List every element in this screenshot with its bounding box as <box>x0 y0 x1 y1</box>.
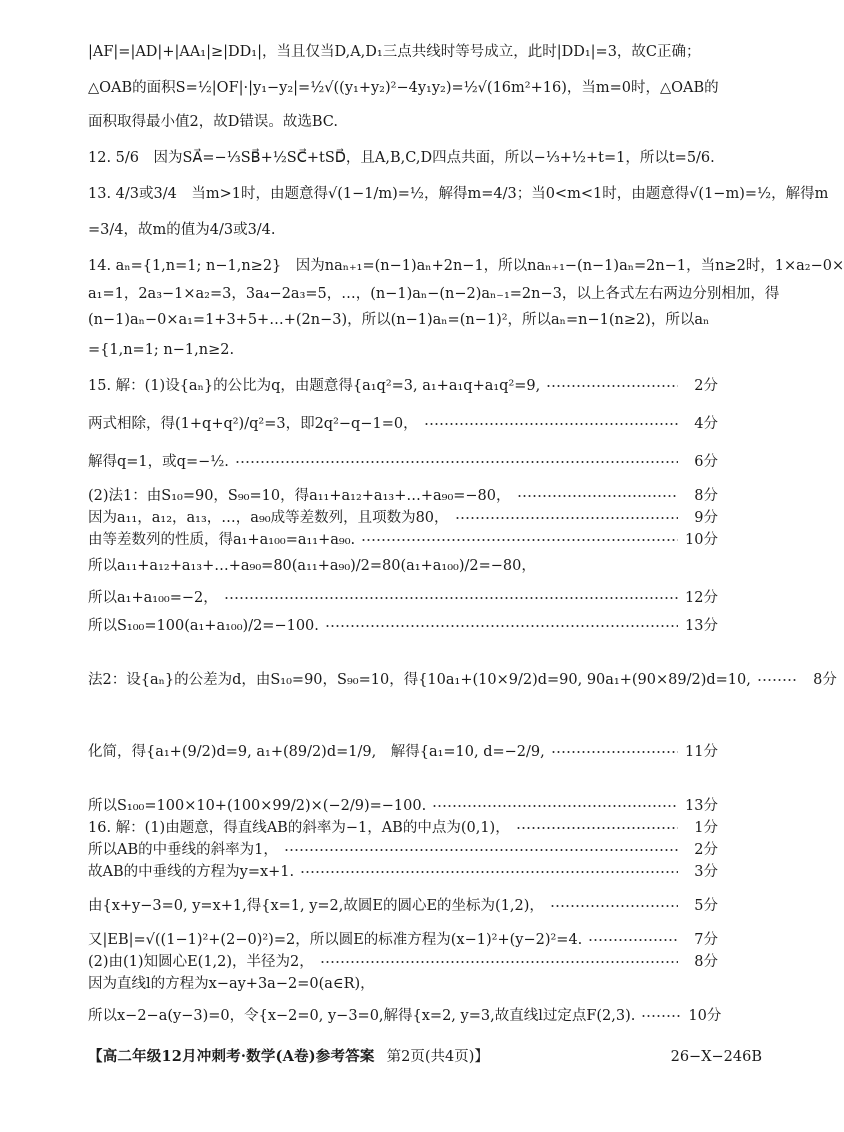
answer-line-text: 法2：设{aₙ}的公差为d，由S₁₀=90，S₉₀=10，得{10a₁+(10×9/2)d=90, 90a₁+(90×89/2)d=10, <box>88 672 751 688</box>
leader-dots <box>424 412 678 436</box>
answer-line <box>88 794 718 818</box>
answer-line <box>88 218 718 242</box>
answer-line-text: 16. 解：(1)由题意，得直线AB的斜率为−1，AB的中点为(0,1)， <box>88 820 510 836</box>
answer-line <box>88 928 718 952</box>
leader-dots <box>325 614 678 638</box>
score-points: 8分 <box>694 488 718 504</box>
leader-dots <box>641 1004 681 1028</box>
leader-dots <box>284 838 678 862</box>
score-points: 13分 <box>685 618 718 634</box>
score-points: 2分 <box>694 842 718 858</box>
footer-code: 26−X−246B <box>670 1049 762 1065</box>
answer-line-text: 面积取得最小值2，故D错误。故选BC. <box>88 114 338 130</box>
score-points: 6分 <box>694 454 718 470</box>
leader-dots <box>517 484 678 508</box>
answer-line-text: 解得q=1，或q=−½. <box>88 454 229 470</box>
answer-line-text: =3/4，故m的值为4/3或3/4. <box>88 222 276 238</box>
answer-line-text: (2)法1：由S₁₀=90，S₉₀=10，得a₁₁+a₁₂+a₁₃+…+a₉₀=−80， <box>88 488 511 504</box>
answer-line <box>88 614 718 638</box>
score-points: 3分 <box>694 864 718 880</box>
score-points: 10分 <box>685 532 718 548</box>
answer-line-text: 所以a₁+a₁₀₀=−2， <box>88 590 218 606</box>
score-points: 12分 <box>685 590 718 606</box>
score-points: 2分 <box>694 378 718 394</box>
answer-line <box>88 1004 722 1028</box>
answer-line-text: (2)由(1)知圆心E(1,2)，半径为2， <box>88 954 314 970</box>
score-points: 8分 <box>813 672 837 688</box>
answer-line <box>88 282 780 306</box>
answer-line <box>88 182 829 206</box>
answer-line-text: 故AB的中垂线的方程为y=x+1. <box>88 864 295 880</box>
answer-line <box>88 668 837 692</box>
answer-line <box>88 838 718 862</box>
score-points: 7分 <box>694 932 718 948</box>
page-footer <box>88 1044 762 1070</box>
answer-line <box>88 308 718 332</box>
answer-line-text: 由等差数列的性质，得a₁+a₁₀₀=a₁₁+a₉₀. <box>88 532 356 548</box>
answer-line <box>88 528 718 552</box>
score-points: 4分 <box>694 416 718 432</box>
leader-dots <box>551 740 678 764</box>
leader-dots <box>546 374 678 398</box>
answer-line <box>88 740 718 764</box>
leader-dots <box>320 950 678 974</box>
answer-line-text: 所以a₁₁+a₁₂+a₁₃+…+a₉₀=80(a₁₁+a₉₀)/2=80(a₁+a₁₀₀)/2=−80， <box>88 558 536 574</box>
score-points: 5分 <box>694 898 718 914</box>
answer-line-text: △OAB的面积S=½|OF|·|y₁−y₂|=½√((y₁+y₂)²−4y₁y₂)=½√(16m²+16)，当m=0时，△OAB的 <box>88 80 719 96</box>
answer-line <box>88 412 718 436</box>
leader-dots <box>455 506 678 530</box>
answer-line-text: 13. 4/3或3/4 当m>1时，由题意得√(1−1/m)=½，解得m=4/3；当0<m<1时，由题意得√(1−m)=½，解得m <box>88 186 829 202</box>
answer-line <box>88 338 718 362</box>
leader-dots <box>224 586 678 610</box>
score-points: 1分 <box>694 820 718 836</box>
answer-line-text: (n−1)aₙ−0×a₁=1+3+5+…+(2n−3)，所以(n−1)aₙ=(n−1)²，所以aₙ=n−1(n≥2)，所以aₙ <box>88 312 710 328</box>
score-points: 9分 <box>694 510 718 526</box>
leader-dots <box>550 894 678 918</box>
answer-line <box>88 972 718 996</box>
score-points: 13分 <box>685 798 718 814</box>
answer-line <box>88 950 718 974</box>
answer-line-text: 14. aₙ={1,n=1; n−1,n≥2} 因为naₙ₊₁=(n−1)aₙ+2n−1，所以naₙ₊₁−(n−1)aₙ=2n−1，当n≥2时，1×a₂−0× <box>88 258 844 274</box>
footer-page-info: 第2页(共4页)】 <box>386 1049 489 1065</box>
score-points: 8分 <box>694 954 718 970</box>
score-points: 11分 <box>685 744 718 760</box>
answer-line-text: 15. 解：(1)设{aₙ}的公比为q，由题意得{a₁q²=3, a₁+a₁q+a₁q²=9, <box>88 378 541 394</box>
answer-line-text: 所以S₁₀₀=100×10+(100×99/2)×(−2/9)=−100. <box>88 798 427 814</box>
answer-line-text: a₁=1，2a₃−1×a₂=3，3a₄−2a₃=5，…，(n−1)aₙ−(n−2)aₙ₋₁=2n−3，以上各式左右两边分别相加，得 <box>88 286 780 302</box>
leader-dots <box>361 528 678 552</box>
answer-line <box>88 450 718 474</box>
leader-dots <box>235 450 678 474</box>
score-points: 10分 <box>688 1008 722 1024</box>
answer-line-text: 所以x−2−a(y−3)=0，令{x−2=0, y−3=0,解得{x=2, y=3,故直线l过定点F(2,3). <box>88 1008 636 1024</box>
answer-line-text: 又|EB|=√((1−1)²+(2−0)²)=2，所以圆E的标准方程为(x−1)²+(y−2)²=4. <box>88 932 583 948</box>
answer-line-text: 所以AB的中垂线的斜率为1， <box>88 842 278 858</box>
answer-line-text: |AF|=|AD|+|AA₁|≥|DD₁|，当且仅当D,A,D₁三点共线时等号成立，此时|DD₁|=3，故C正确； <box>88 44 701 60</box>
answer-line <box>88 76 718 100</box>
answer-line <box>88 860 718 884</box>
answer-line <box>88 506 718 530</box>
leader-dots <box>300 860 678 884</box>
answer-line-text: 因为a₁₁，a₁₂，a₁₃，…，a₉₀成等差数列，且项数为80， <box>88 510 449 526</box>
answer-line <box>88 554 718 578</box>
answer-line-text: 因为直线l的方程为x−ay+3a−2=0(a∈R)， <box>88 976 375 992</box>
answer-line-text: 两式相除，得(1+q+q²)/q²=3，即2q²−q−1=0， <box>88 416 418 432</box>
answer-line <box>88 146 718 170</box>
answer-line <box>88 816 718 840</box>
leader-dots <box>757 668 797 692</box>
answer-line <box>88 586 718 610</box>
answer-line-text: 所以S₁₀₀=100(a₁+a₁₀₀)/2=−100. <box>88 618 319 634</box>
answer-line-text: ={1,n=1; n−1,n≥2. <box>88 342 235 358</box>
answer-line <box>88 40 718 64</box>
answer-line <box>88 110 718 134</box>
leader-dots <box>588 928 678 952</box>
answer-line <box>88 254 844 278</box>
answer-line <box>88 894 718 918</box>
answer-line-text: 12. 5/6 因为SA⃗=−⅓SB⃗+½SC⃗+tSD⃗，且A,B,C,D四点共面，所以−⅓+½+t=1，所以t=5/6. <box>88 150 715 166</box>
answer-line <box>88 484 718 508</box>
leader-dots <box>432 794 678 818</box>
leader-dots <box>516 816 678 840</box>
answer-line-text: 化简，得{a₁+(9/2)d=9, a₁+(89/2)d=1/9, 解得{a₁=10, d=−2/9, <box>88 744 545 760</box>
answer-line-text: 由{x+y−3=0, y=x+1,得{x=1, y=2,故圆E的圆心E的坐标为(1,2)， <box>88 898 544 914</box>
answer-line <box>88 374 718 398</box>
footer-title: 【高二年级12月冲刺考·数学(A卷)参考答案 <box>88 1048 375 1065</box>
